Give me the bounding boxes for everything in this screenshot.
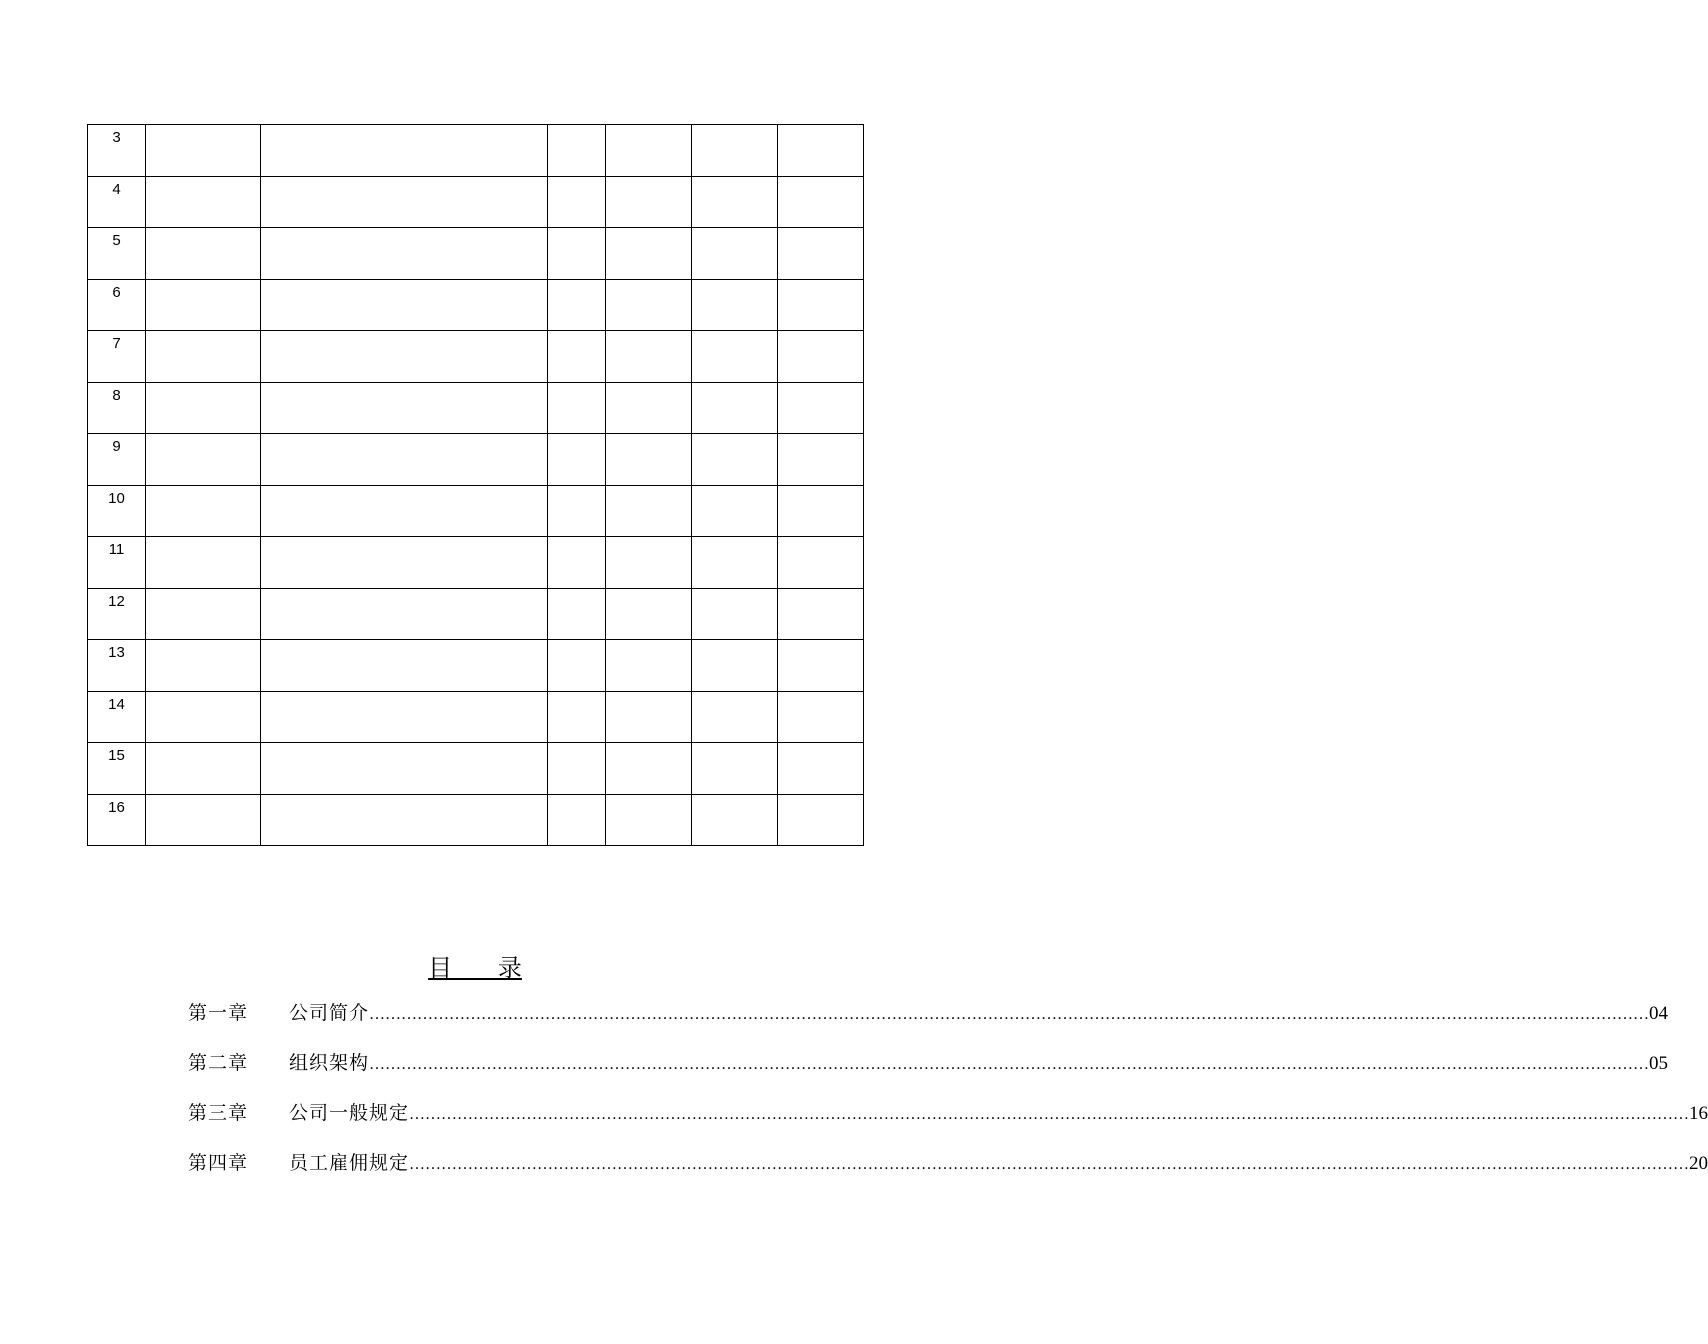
table-cell bbox=[146, 434, 261, 486]
table-row bbox=[88, 743, 864, 795]
table-cell bbox=[778, 691, 864, 743]
table-cell bbox=[548, 434, 606, 486]
row-number-cell: 5 bbox=[88, 228, 146, 280]
toc-page-number: 16 bbox=[1689, 1103, 1708, 1124]
table-cell bbox=[261, 382, 548, 434]
table-cell bbox=[778, 588, 864, 640]
row-number-cell: 8 bbox=[88, 382, 146, 434]
table-cell bbox=[548, 537, 606, 589]
table-row bbox=[88, 794, 864, 846]
table-row bbox=[88, 640, 864, 692]
row-number-cell: 4 bbox=[88, 176, 146, 228]
table-cell bbox=[692, 176, 778, 228]
toc-title bbox=[0, 948, 950, 983]
table-cell bbox=[606, 125, 692, 177]
row-number-cell: 11 bbox=[88, 537, 146, 589]
table-row bbox=[88, 331, 864, 383]
table-cell bbox=[146, 279, 261, 331]
row-number-cell: 10 bbox=[88, 485, 146, 537]
toc-leader-dots: …………………………………………………………………………………………………………………………………………………………………………………………………………………… bbox=[369, 1006, 1650, 1023]
table-cell bbox=[261, 537, 548, 589]
toc-leader-dots: …………………………………………………………………………………………………………………………………………………………………………………………………………………… bbox=[369, 1056, 1650, 1073]
toc-chapter-label: 第三章 bbox=[188, 1102, 249, 1124]
table-cell bbox=[778, 382, 864, 434]
table-cell bbox=[692, 485, 778, 537]
table-cell bbox=[692, 588, 778, 640]
table-cell bbox=[606, 382, 692, 434]
table-cell bbox=[261, 279, 548, 331]
table-cell bbox=[261, 743, 548, 795]
table-cell bbox=[692, 691, 778, 743]
row-number-cell: 9 bbox=[88, 434, 146, 486]
table-row bbox=[88, 176, 864, 228]
table-cell bbox=[548, 382, 606, 434]
table-cell bbox=[692, 743, 778, 795]
table-cell bbox=[548, 794, 606, 846]
table-cell bbox=[778, 743, 864, 795]
table-row bbox=[88, 382, 864, 434]
table-row bbox=[88, 279, 864, 331]
table-cell bbox=[146, 228, 261, 280]
table-cell bbox=[146, 537, 261, 589]
table-cell bbox=[692, 382, 778, 434]
table-cell bbox=[261, 434, 548, 486]
table-cell bbox=[261, 176, 548, 228]
table-cell bbox=[548, 640, 606, 692]
toc-page-number: 04 bbox=[1649, 1003, 1669, 1024]
table-cell bbox=[146, 125, 261, 177]
table-cell bbox=[548, 331, 606, 383]
row-number-cell: 15 bbox=[88, 743, 146, 795]
table-row bbox=[88, 485, 864, 537]
table-cell bbox=[692, 331, 778, 383]
table-row bbox=[88, 228, 864, 280]
row-number-cell: 14 bbox=[88, 691, 146, 743]
toc-chapter-name: 公司简介 bbox=[289, 1002, 370, 1024]
table-row bbox=[88, 691, 864, 743]
table-cell bbox=[778, 640, 864, 692]
table-cell bbox=[261, 588, 548, 640]
table-cell bbox=[692, 537, 778, 589]
table-cell bbox=[606, 176, 692, 228]
table-cell bbox=[606, 640, 692, 692]
table-cell bbox=[778, 176, 864, 228]
table-cell bbox=[261, 691, 548, 743]
table-cell bbox=[778, 485, 864, 537]
table-cell bbox=[606, 331, 692, 383]
table-cell bbox=[146, 331, 261, 383]
table-cell bbox=[548, 279, 606, 331]
table-cell bbox=[146, 743, 261, 795]
toc-entry[interactable] bbox=[188, 998, 1669, 1028]
toc-chapter-label: 第四章 bbox=[188, 1152, 249, 1174]
table-cell bbox=[548, 485, 606, 537]
table-cell bbox=[606, 588, 692, 640]
row-number-cell: 12 bbox=[88, 588, 146, 640]
row-number-cell: 6 bbox=[88, 279, 146, 331]
table-cell bbox=[548, 125, 606, 177]
table-cell bbox=[146, 588, 261, 640]
table-cell bbox=[778, 331, 864, 383]
table-cell bbox=[261, 640, 548, 692]
table-cell bbox=[146, 794, 261, 846]
table-cell bbox=[778, 125, 864, 177]
toc-entry[interactable] bbox=[188, 1048, 1669, 1078]
toc-leader-dots: …………………………………………………………………………………………………………………………………………………………………………………………………………………… bbox=[409, 1106, 1690, 1123]
toc-chapter-name: 公司一般规定 bbox=[289, 1102, 410, 1124]
table-cell bbox=[548, 743, 606, 795]
table-cell bbox=[146, 485, 261, 537]
table-cell bbox=[261, 228, 548, 280]
table-cell bbox=[261, 331, 548, 383]
table-cell bbox=[606, 743, 692, 795]
table-cell bbox=[261, 485, 548, 537]
table-cell bbox=[548, 176, 606, 228]
toc-title-text: 目 录 bbox=[428, 954, 522, 982]
table-cell bbox=[146, 640, 261, 692]
toc-entry[interactable] bbox=[188, 1098, 1708, 1128]
row-number-cell: 16 bbox=[88, 794, 146, 846]
table-cell bbox=[146, 691, 261, 743]
toc-page-number: 20 bbox=[1689, 1153, 1708, 1174]
table-cell bbox=[692, 228, 778, 280]
row-number-cell: 13 bbox=[88, 640, 146, 692]
toc-entry[interactable] bbox=[188, 1148, 1708, 1178]
table-cell bbox=[606, 434, 692, 486]
table-cell bbox=[146, 176, 261, 228]
table-row bbox=[88, 125, 864, 177]
table-cell bbox=[606, 691, 692, 743]
table-cell bbox=[692, 794, 778, 846]
table-row bbox=[88, 588, 864, 640]
table-cell bbox=[692, 125, 778, 177]
table-cell bbox=[261, 794, 548, 846]
table-cell bbox=[778, 794, 864, 846]
record-table bbox=[87, 124, 864, 846]
toc-chapter-label: 第一章 bbox=[188, 1002, 249, 1024]
row-number-cell: 7 bbox=[88, 331, 146, 383]
table-row bbox=[88, 537, 864, 589]
table-cell bbox=[606, 537, 692, 589]
row-number-cell: 3 bbox=[88, 125, 146, 177]
table-cell bbox=[606, 794, 692, 846]
table-row bbox=[88, 434, 864, 486]
table-cell bbox=[692, 434, 778, 486]
table-cell bbox=[548, 588, 606, 640]
toc-chapter-name: 员工雇佣规定 bbox=[289, 1152, 410, 1174]
table-cell bbox=[778, 228, 864, 280]
table-cell bbox=[692, 640, 778, 692]
table-cell bbox=[778, 434, 864, 486]
toc-chapter-name: 组织架构 bbox=[289, 1052, 370, 1074]
toc-page-number: 05 bbox=[1649, 1053, 1669, 1074]
table-cell bbox=[606, 228, 692, 280]
table-cell bbox=[778, 537, 864, 589]
table-cell bbox=[548, 228, 606, 280]
record-table-body bbox=[88, 125, 864, 846]
table-cell bbox=[146, 382, 261, 434]
table-cell bbox=[606, 485, 692, 537]
table-cell bbox=[261, 125, 548, 177]
table-cell bbox=[778, 279, 864, 331]
table-cell bbox=[692, 279, 778, 331]
table-cell bbox=[606, 279, 692, 331]
toc-chapter-label: 第二章 bbox=[188, 1052, 249, 1074]
toc-leader-dots: …………………………………………………………………………………………………………………………………………………………………………………………………………………… bbox=[409, 1156, 1690, 1173]
table-cell bbox=[548, 691, 606, 743]
